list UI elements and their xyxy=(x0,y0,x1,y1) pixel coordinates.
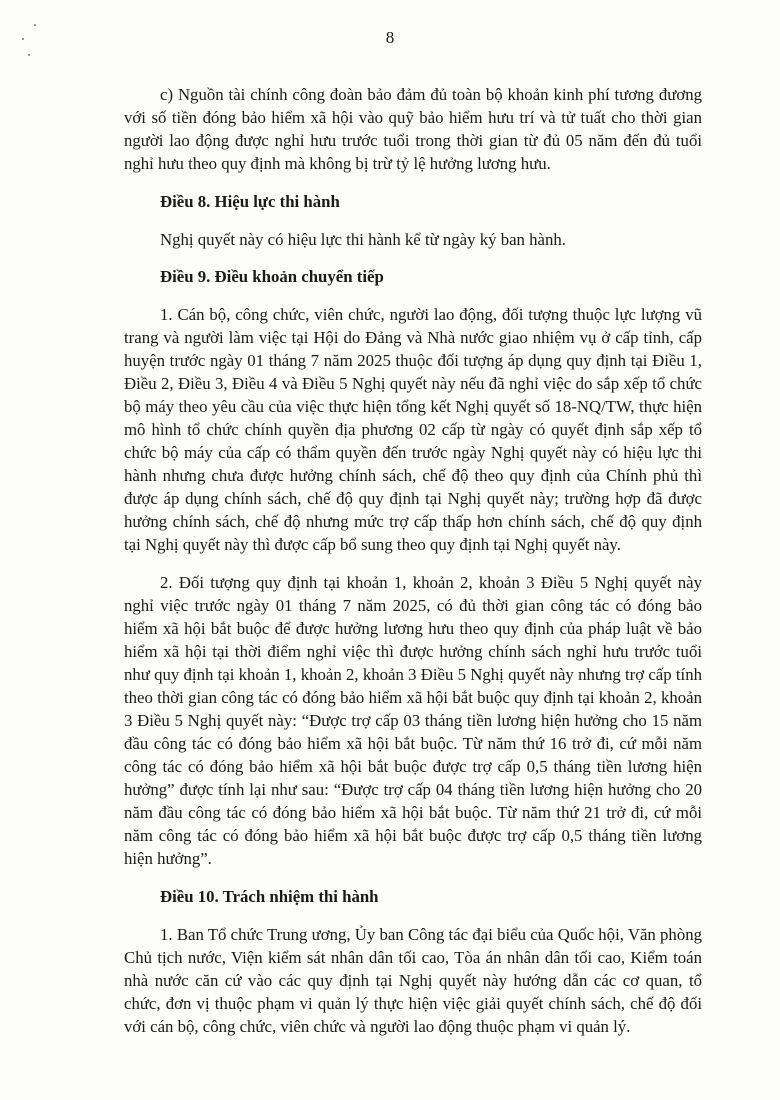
page-number: 8 xyxy=(385,28,395,47)
article-8-heading: Điều 8. Hiệu lực thi hành xyxy=(160,192,340,211)
article-9-heading: Điều 9. Điều khoản chuyển tiếp xyxy=(160,267,384,286)
article-10-paragraph-1: 1. Ban Tổ chức Trung ương, Ủy ban Công tác đại biểu của Quốc hội, Văn phòng Chủ tịch nước, Viện kiểm sát nhân dân tối cao, Tòa án nhân dân tối cao, Kiểm toán nhà nước căn cứ vào các quy định tại Nghị quyết này hướng dẫn các cơ quan, tổ chức, đơn vị thuộc phạm vi quản lý thực hiện việc giải quyết chính sách, chế độ đối với cán bộ, công chức, viên chức và người lao động thuộc phạm vi quản lý. xyxy=(124,925,702,1036)
article-9-paragraph-1: 1. Cán bộ, công chức, viên chức, người lao động, đối tượng thuộc lực lượng vũ trang và người làm việc tại Hội do Đảng và Nhà nước giao nhiệm vụ ở cấp tỉnh, cấp huyện trước ngày 01 tháng 7 năm 2025 thuộc đối tượng áp dụng quy định tại Điều 1, Điều 2, Điều 3, Điều 4 và Điều 5 Nghị quyết này nếu đã nghỉ việc do sắp xếp tổ chức bộ máy theo yêu cầu của việc thực hiện tổng kết Nghị quyết số 18-NQ/TW, thực hiện mô hình tổ chức chính quyền địa phương 02 cấp từ ngày có quyết định sắp xếp tổ chức bộ máy của cấp có thẩm quyền đến trước ngày Nghị quyết này có hiệu lực thi hành nhưng chưa được hưởng chính sách, chế độ theo quy định của Chính phủ thì được áp dụng chính sách, chế độ quy định tại Nghị quyết này; trường hợp đã được hưởng chính sách, chế độ nhưng mức trợ cấp thấp hơn chính sách, chế độ quy định tại Nghị quyết này thì được cấp bổ sung theo quy định tại Nghị quyết này. xyxy=(124,305,702,554)
article-9-paragraph-2: 2. Đối tượng quy định tại khoản 1, khoản 2, khoản 3 Điều 5 Nghị quyết này nghỉ việc trước ngày 01 tháng 7 năm 2025, có đủ thời gian công tác có đóng bảo hiểm xã hội bắt buộc để được hưởng lương hưu theo quy định của pháp luật về bảo hiểm xã hội tại thời điểm nghỉ việc thì được hưởng chính sách nghỉ hưu trước tuổi như quy định tại khoản 1, khoản 2, khoản 3 Điều 5 Nghị quyết này nhưng trợ cấp tính theo thời gian công tác có đóng bảo hiểm xã hội bắt buộc quy định tại khoản 2, khoản 3 Điều 5 Nghị quyết này: “Được trợ cấp 03 tháng tiền lương hiện hưởng cho 15 năm đầu công tác có đóng bảo hiểm xã hội bắt buộc. Từ năm thứ 16 trở đi, cứ mỗi năm công tác có đóng bảo hiểm xã hội bắt buộc được trợ cấp 0,5 tháng tiền lương hiện hưởng” được tính lại như sau: “Được trợ cấp 04 tháng tiền lương hiện hưởng cho 20 năm đầu công tác có đóng bảo hiểm xã hội bắt buộc. Từ năm thứ 21 trở đi, cứ mỗi năm công tác có đóng bảo hiểm xã hội bắt buộc được trợ cấp 0,5 tháng tiền lương hiện hưởng”. xyxy=(124,573,702,868)
document-body xyxy=(124,83,702,1053)
scan-speck xyxy=(34,24,36,26)
clause-c-paragraph: c) Nguồn tài chính công đoàn bảo đảm đủ toàn bộ khoản kinh phí tương đương với số tiền đóng bảo hiểm xã hội vào quỹ bảo hiểm hưu trí và tử tuất cho thời gian người lao động được nghỉ hưu trước tuổi trong thời gian từ đủ 05 năm đến đủ tuổi nghỉ hưu theo quy định mà không bị trừ tỷ lệ hưởng lương hưu. xyxy=(124,85,702,173)
article-8-text: Nghị quyết này có hiệu lực thi hành kể từ ngày ký ban hành. xyxy=(160,230,566,249)
article-10-heading: Điều 10. Trách nhiệm thi hành xyxy=(160,887,379,906)
scan-speck xyxy=(28,54,30,56)
